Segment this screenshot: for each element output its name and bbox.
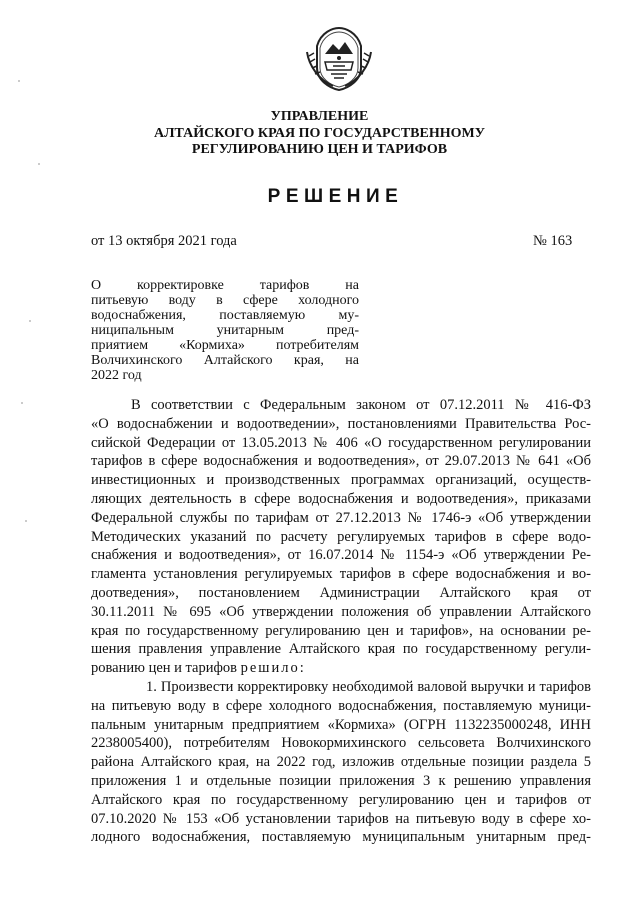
document-body [91,396,591,847]
scan-speck [18,80,20,82]
body-line: снабжения и водоотведения», от 16.07.2014 № 1154-э «Об утверждении Ре- [91,547,591,564]
document-type-title: РЕШЕНИЕ [267,186,404,207]
body-line: 30.11.2011 № 695 «Об утверждении положения об управлении Алтайского [91,603,591,620]
body-line: шения правления управление Алтайского края по государственному регули- [91,641,591,658]
subject-line: О корректировке тарифов на [91,278,359,293]
issuer-header [0,109,639,159]
body-line: пальным унитарным предприятием «Кормиха» (ОГРН 1132235000248, ИНН [91,716,591,733]
body-line: ляющих деятельность в сфере водоснабжения и водоотведения», приказами [91,490,591,507]
body-line: 2238005400), потребителям Новокормихинского сельсовета Волчихинского [91,735,591,752]
header-line-2: АЛТАЙСКОГО КРАЯ ПО ГОСУДАРСТВЕННОМУ [154,125,485,141]
scan-speck [21,402,23,404]
scan-speck [29,320,31,322]
body-line: В соответствии с Федеральным законом от 07.12.2011 № 416-ФЗ [131,397,591,413]
body-line: Алтайского края по государственному регулированию цен и тарифов от [91,791,591,808]
body-line [91,659,591,678]
coat-of-arms-icon [303,22,375,94]
body-line: «О водоснабжении и водоотведении», постановлениями Правительства Рос- [91,415,591,432]
scan-speck [38,163,40,165]
body-line: доотведения», постановлением Администрации Алтайского края от [91,584,591,601]
body-line: края по государственному регулированию цен и тарифов», на основании ре- [91,622,591,639]
body-line: тарифов в сфере водоснабжения и водоотведения», от 29.07.2013 № 641 «Об [91,453,591,470]
body-line: 07.10.2020 № 153 «Об установлении тарифов на питьевую воду в сфере хо- [91,810,591,827]
body-line: на питьевую воду в сфере холодного водоснабжения, поставляемую муници- [91,697,591,714]
body-line: гламента установления регулируемых тарифов в сфере водоснабжения и во- [91,566,591,583]
body-line: инвестиционных и производственных программах организаций, осуществ- [91,472,591,489]
body-line: района Алтайского края, на 2022 год, изложив отдельные позиции раздела 5 [91,754,591,771]
document-number: № 163 [533,233,573,249]
document-date: от 13 октября 2021 года [91,233,237,249]
body-line: лодного водоснабжения, поставляемую муниципальным унитарным пред- [91,829,591,846]
subject-line: Волчихинского Алтайского края, на [91,353,359,368]
body-line: Методических указаний по расчету регулируемых тарифов в сфере водо- [91,528,591,545]
header-line-3: РЕГУЛИРОВАНИЮ ЦЕН И ТАРИФОВ [191,142,448,157]
body-line: сийской Федерации от 13.05.2013 № 406 «О государственном регулировании [91,434,591,451]
body-line: приложения 1 и отдельные позиции приложения 3 к решению управления [91,772,591,789]
subject-line: приятием «Кормиха» потребителям [91,338,359,353]
body-line: 1. Произвести корректировку необходимой валовой выручки и тарифов [146,678,591,695]
body-line: Федеральной службы по тарифам от 27.12.2013 № 1746-э «Об утверждении [91,509,591,526]
body-line-suffix: : [299,660,304,677]
scan-speck [25,520,27,522]
document-subject [91,278,359,383]
body-line-prefix: рованию цен и тарифов [91,660,241,677]
header-line-1: УПРАВЛЕНИЕ [270,109,369,124]
resolution-word: решило [240,660,300,677]
subject-line: водоснабжения, поставляемую му- [91,308,359,323]
subject-line: питьевую воду в сфере холодного [91,293,359,308]
subject-line: 2022 год [91,368,142,383]
subject-line: ниципальным унитарным пред- [91,323,359,338]
